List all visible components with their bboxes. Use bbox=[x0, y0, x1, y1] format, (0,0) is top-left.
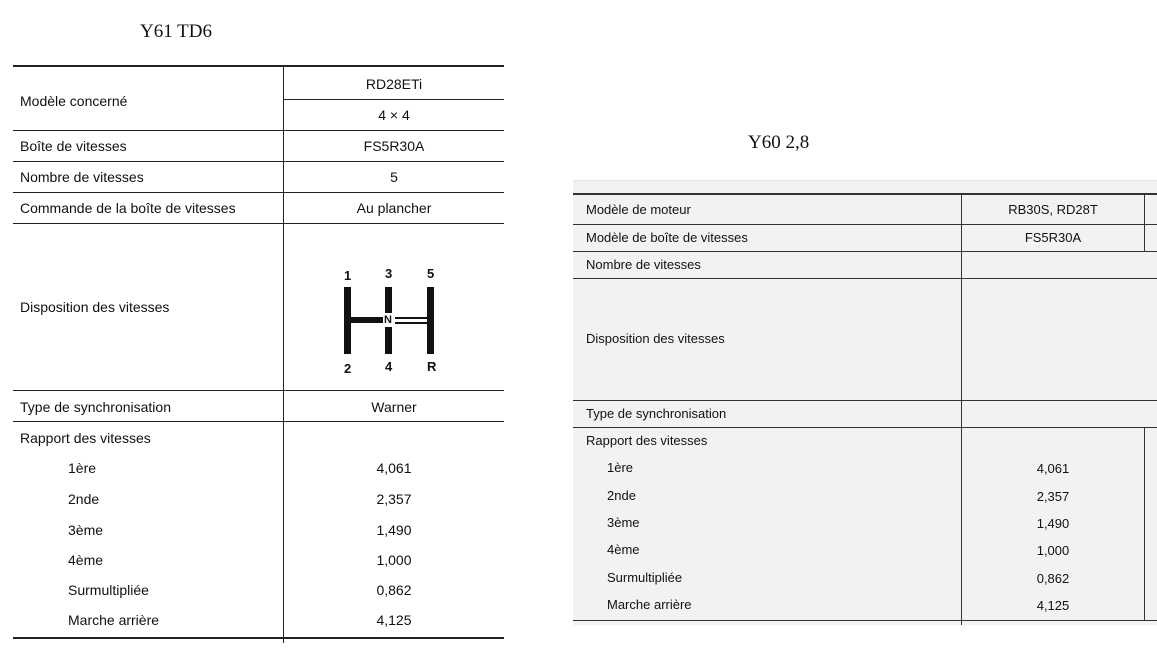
ratio-label: 4ème bbox=[68, 552, 104, 568]
gearbox-value: FS5R30A bbox=[363, 138, 425, 154]
gate-crossbar bbox=[395, 322, 427, 324]
ratio-label: 3ème bbox=[68, 522, 104, 538]
model-value-drive: 4 × 4 bbox=[378, 107, 410, 123]
ratio-value: 1,000 bbox=[1036, 543, 1070, 558]
engine-value: RB30S, RD28T bbox=[1008, 202, 1098, 217]
table-rule bbox=[13, 223, 504, 224]
column-divider-right bbox=[1144, 428, 1145, 620]
speeds-label: Nombre de vitesses bbox=[586, 257, 701, 272]
ratio-label: 3ème bbox=[607, 515, 640, 530]
ratio-label: Surmultipliée bbox=[607, 570, 683, 585]
control-label: Commande de la boîte de vitesses bbox=[20, 200, 236, 216]
gear-number: 5 bbox=[427, 266, 435, 281]
sync-value: Warner bbox=[371, 399, 417, 415]
engine-label: Modèle de moteur bbox=[586, 202, 691, 217]
table-rule bbox=[573, 400, 1157, 401]
gearbox-label: Boîte de vitesses bbox=[20, 138, 127, 154]
ratio-value: 2,357 bbox=[1036, 489, 1070, 504]
ratio-label: 4ème bbox=[607, 542, 640, 557]
gear-number: 2 bbox=[344, 361, 352, 376]
gate-bar bbox=[344, 287, 351, 354]
ratio-value: 4,125 bbox=[376, 612, 412, 628]
gate-crossbar bbox=[395, 317, 427, 319]
table-rule bbox=[13, 421, 504, 422]
ratio-value: 1,490 bbox=[1036, 516, 1070, 531]
ratio-label: Surmultipliée bbox=[68, 582, 149, 598]
gear-number: 1 bbox=[344, 268, 352, 283]
ratio-value: 4,061 bbox=[1036, 461, 1070, 476]
control-value: Au plancher bbox=[356, 200, 432, 216]
table-bottom-rule bbox=[13, 637, 504, 639]
ratios-label: Rapport des vitesses bbox=[20, 430, 151, 446]
table-rule bbox=[573, 251, 1157, 252]
table-rule bbox=[573, 224, 1157, 225]
ratio-label: Marche arrière bbox=[68, 612, 160, 628]
gear-number: 4 bbox=[385, 359, 393, 374]
y60-spec-table bbox=[573, 180, 1157, 625]
ratio-value: 4,125 bbox=[1036, 598, 1070, 613]
left-title: Y61 TD6 bbox=[140, 21, 212, 42]
table-top-rule bbox=[573, 193, 1157, 195]
gearbox-label: Modèle de boîte de vitesses bbox=[586, 230, 748, 245]
table-rule bbox=[13, 161, 504, 162]
layout-label: Disposition des vitesses bbox=[586, 331, 725, 346]
table-rule bbox=[573, 278, 1157, 279]
ratio-value: 1,000 bbox=[376, 552, 412, 568]
gate-bar bbox=[427, 287, 434, 354]
table-rule bbox=[283, 99, 504, 100]
table-rule bbox=[573, 427, 1157, 428]
model-value-engine: RD28ETi bbox=[365, 76, 423, 92]
table-rule bbox=[13, 130, 504, 131]
ratio-label: 1ère bbox=[607, 460, 634, 475]
layout-label: Disposition des vitesses bbox=[20, 299, 170, 315]
gear-number: 3 bbox=[385, 266, 393, 281]
speeds-label: Nombre de vitesses bbox=[20, 169, 144, 185]
table-rule bbox=[13, 390, 504, 391]
ratio-label: 1ère bbox=[68, 460, 97, 476]
ratios-label: Rapport des vitesses bbox=[586, 433, 708, 448]
table-bottom-rule bbox=[573, 620, 1157, 621]
table-rule bbox=[13, 192, 504, 193]
right-title: Y60 2,8 bbox=[748, 132, 810, 153]
sync-label: Type de synchronisation bbox=[586, 406, 727, 421]
model-label: Modèle concerné bbox=[20, 93, 128, 109]
column-divider bbox=[961, 194, 962, 625]
gearbox-value: FS5R30A bbox=[1024, 230, 1082, 245]
ratio-label: Marche arrière bbox=[607, 597, 692, 612]
gear-shift-pattern bbox=[338, 265, 448, 377]
ratio-label: 2nde bbox=[68, 491, 100, 507]
ratio-label: 2nde bbox=[607, 488, 636, 503]
sync-label: Type de synchronisation bbox=[20, 399, 171, 415]
speeds-value: 5 bbox=[390, 169, 398, 185]
scan-edge bbox=[573, 180, 1157, 181]
ratio-value: 0,862 bbox=[1036, 571, 1070, 586]
y61-spec-table bbox=[13, 65, 504, 643]
ratio-value: 4,061 bbox=[376, 460, 412, 476]
gear-number: R bbox=[427, 359, 437, 374]
gate-crossbar bbox=[351, 317, 385, 323]
column-divider-right bbox=[1144, 194, 1145, 252]
ratio-value: 2,357 bbox=[376, 491, 412, 507]
ratio-value: 0,862 bbox=[376, 582, 412, 598]
table-top-rule bbox=[13, 65, 504, 67]
neutral-label: N bbox=[384, 314, 392, 326]
ratio-value: 1,490 bbox=[376, 522, 412, 538]
